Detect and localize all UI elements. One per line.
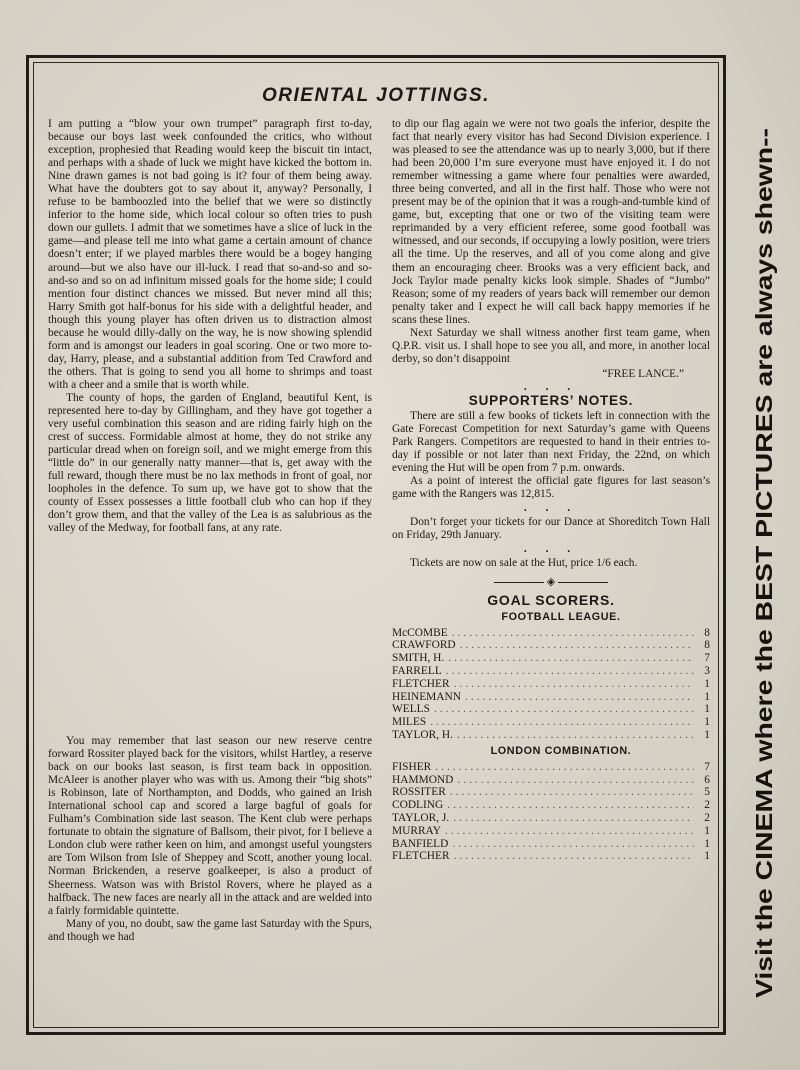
scorer-row xyxy=(392,639,710,652)
scorer-name: WELLS xyxy=(392,703,430,716)
scorer-name: TAYLOR, J. xyxy=(392,812,450,824)
london-combination-heading: LONDON COMBINATION. xyxy=(490,744,632,757)
separator-dots: . . . xyxy=(523,543,579,556)
side-banner-text: Visit the CINEMA where the BEST PICTURES are always shewn-- xyxy=(751,292,777,998)
dot-leader xyxy=(444,652,694,665)
rossiter-paragraph: You may remember that last season our new reserve centre forward Rossiter played back for the visitors, whilst Hartley, a reserve back on our books last season, is first team back in opposition. McAleer is another player who was with us. Among their “big shots” is Robinson, late of Northampton, and Dodds, who gained an Irish International school cap and scored a large bagful of goals for Fulham’s Combination side last season. The Kent club were perhaps fortunate to obtain the signature of Ballsom, their pivot, for I believe a London club were rather keen on him, and amongst useful youngsters are Tom Wilson from Isle of Sheppey and Scott, another young local. Norman Brickenden, a reserve goalkeeper, is also a product of Sheerness. Watson was with Bristol Rovers, where he played as a halfback. The new faces are nearly all in the attack and are welded into a fairly formidable quintette. xyxy=(48,735,372,917)
dot-leader xyxy=(453,729,694,742)
scorer-row xyxy=(392,825,710,838)
spurs-paragraph: Many of you, no doubt, saw the game last Saturday with the Spurs, and though we had xyxy=(48,917,372,943)
supporters-paragraph: Don’t forget your tickets for our Dance at Shoreditch Town Hall on Friday, 29th January. xyxy=(392,516,710,542)
separator-dots: . . . xyxy=(523,380,579,393)
dot-leader xyxy=(426,716,694,729)
dot-leader xyxy=(461,691,694,704)
scorer-goals: 1 xyxy=(704,824,710,837)
dot-leader xyxy=(441,825,694,838)
scorer-goals: 1 xyxy=(704,716,710,729)
scorer-name: FLETCHER xyxy=(392,850,450,863)
kent-paragraph: The county of hops, the garden of England, beautiful Kent, is represented here to-day by Gillingham, and they have got together a very useful combination this season and are riding fairly high on the crest of success. Formidable almost at home, they do not strike any particular dread when on foreign soil, and we might emerge from this “little do” in our generally natty manner—that is, get away with the full reward, though there must be no lax methods in front of goal, nor loopholes in the defence. To sum up, we have got to show that the county of Essex possesses a little football club who can hop if they don’t grow them, and that the valley of the Lea is as salubrious as the valley of the Medway, for football fans, at any rate. xyxy=(48,391,372,535)
scorer-goals: 7 xyxy=(704,652,710,665)
scorer-goals: 8 xyxy=(704,626,710,639)
scorer-goals: 5 xyxy=(704,786,710,799)
scorer-name: MURRAY xyxy=(392,824,441,837)
dot-leader xyxy=(431,761,694,774)
scorer-name: HAMMOND xyxy=(392,773,454,786)
dot-leader xyxy=(449,812,694,825)
supporters-paragraph: Tickets are now on sale at the Hut, price 1/6 each. xyxy=(410,557,638,570)
dot-leader xyxy=(448,838,694,851)
intro-paragraph: I am putting a “blow your own trumpet” paragraph first to-day, because our boys last week confounded the critics, who without exception, prophesied that Reading would keep the biscuit tin intact, and perhaps with a shade of luck we might have kicked the bottom in. Nine drawn games is not bad going is it? four of them being away. What have the doubters got to say about it, anyway? Personally, I refuse to be bamboozled into the belief that we were so distinctly inferior to the home side, which local colour so often tries to push down our gullets. I admit that we sometimes have a slice of luck in the game—and please tell me into what game a certain amount of chance doesn’t enter; if we played marbles there would be a bogey hanging around—but we also have our ill-luck. I read that so-and-so and so-and-so and so on ad infinitum missed goals for the home side; I could mention four distinct chances we missed. But never mind all this; Harry Smith got half-bonus for his side with a delightful header, and though this young player has often driven us to distraction almost because he would dilly-dally on the way, he is now showing splendid form and is amongst our leaders in goal scoring. One or two more to-day, Harry, please, and a substantial addition from Ted Crawford and the others. That is going to send you all home to shrimps and toast with a cheer and a smile that is worth while. xyxy=(48,118,372,391)
scorer-goals: 1 xyxy=(704,677,710,690)
scorer-goals: 1 xyxy=(704,703,710,716)
scorer-row xyxy=(392,665,710,678)
continuation-paragraph: to dip our flag again we were not two goals the inferior, despite the fact that nearly every visitor has had Second Division experience. I was pleased to see the attendance was up to nearly 3,000, but if there had been 20,000 I’m sure everyone must have enjoyed it. I do not remember witnessing a game where four penalties were awarded, three being converted, and all in the first half. Those who were not present may be of the opinion that it was a rough-and-tumble kind of game, but, excepting that one or two of the visiting team were reprimanded by a very efficient referee, some good football was witnessed, and our seconds, if occupying a lowly position, were triers all the time. Up the reserves, and all of you come along and give them an encouraging cheer. Brooks was a very efficient back, and Jock Taylor made penalty kicks look simple. Shades of “Jumbo” Reason; some of my readers of years back will remember our demon penalty taker and I expect he will call back happy memories if he scans these lines. xyxy=(392,118,710,326)
scorer-name: CODLING xyxy=(392,799,444,812)
scorer-name: MILES xyxy=(392,716,427,729)
football-league-list xyxy=(392,627,710,742)
scorer-name: TAYLOR, H. xyxy=(392,728,454,741)
scorer-row xyxy=(392,703,710,716)
left-column-bottom xyxy=(48,735,372,944)
scorer-goals: 2 xyxy=(704,799,710,812)
left-column xyxy=(48,118,372,536)
goal-scorers-heading: GOAL SCORERS. xyxy=(487,591,615,608)
scorer-row xyxy=(392,774,710,787)
scorer-goals: 7 xyxy=(704,760,710,773)
scorer-goals: 2 xyxy=(704,812,710,824)
dot-leader xyxy=(453,774,694,787)
scorer-name: FISHER xyxy=(392,760,432,773)
scorer-name: CRAWFORD xyxy=(392,639,456,652)
next-saturday-paragraph: Next Saturday we shall witness another first team game, when Q.P.R. visit us. I shall hope to see you all, and more, in another local derby, so don’t disappoint xyxy=(392,326,710,365)
dot-leader xyxy=(442,665,694,678)
signature: “FREE LANCE.” xyxy=(602,367,684,380)
scorer-row xyxy=(392,716,710,729)
scorer-row xyxy=(392,799,710,812)
scorer-row xyxy=(392,761,710,774)
dot-leader xyxy=(430,703,694,716)
dot-leader xyxy=(443,799,694,812)
scorer-row xyxy=(392,729,710,742)
dot-leader xyxy=(446,786,694,799)
scorer-goals: 8 xyxy=(704,639,710,652)
scorer-name: SMITH, H. xyxy=(392,652,445,665)
scorer-goals: 1 xyxy=(704,837,710,850)
supporters-heading: SUPPORTERS’ NOTES. xyxy=(468,392,634,408)
scorer-name: McCOMBE xyxy=(392,626,448,639)
scorer-goals: 1 xyxy=(704,728,710,741)
scorer-goals: 6 xyxy=(704,773,710,786)
london-combination-list xyxy=(392,761,710,863)
supporters-paragraph: As a point of interest the official gate figures for last season’s game with the Rangers was 12,815. xyxy=(392,475,710,501)
dot-leader xyxy=(450,850,694,863)
scorer-goals: 1 xyxy=(704,850,710,863)
scorer-row xyxy=(392,812,710,825)
scorer-name: FLETCHER xyxy=(392,677,450,690)
scorer-goals: 1 xyxy=(704,690,710,703)
football-league-heading: FOOTBALL LEAGUE. xyxy=(501,610,621,623)
dot-leader xyxy=(450,678,694,691)
scorer-row xyxy=(392,850,710,863)
side-banner xyxy=(742,38,784,1038)
dot-leader xyxy=(448,627,694,640)
scorer-row xyxy=(392,678,710,691)
supporters-paragraph: There are still a few books of tickets left in connection with the Gate Forecast Competition for next Saturday’s game with Queens Park Rangers. Competitors are requested to hand in their entries to-day if possible or not later than next Friday, the 22nd, on which evening the Hut will be open from 7 p.m. onwards. xyxy=(392,409,710,475)
scorer-goals: 3 xyxy=(704,664,710,677)
separator-dots: . . . xyxy=(523,502,579,515)
scorer-row xyxy=(392,786,710,799)
scorer-row xyxy=(392,838,710,851)
scorer-name: FARRELL xyxy=(392,664,442,677)
top-margin xyxy=(0,0,800,40)
diamond-ornament-icon: ◈ xyxy=(392,576,710,589)
scorer-name: HEINEMANN xyxy=(392,690,461,703)
dot-leader xyxy=(456,639,694,652)
scorer-row xyxy=(392,691,710,704)
scorer-row xyxy=(392,652,710,665)
scorer-name: BANFIELD xyxy=(392,837,449,850)
page-title: ORIENTAL JOTTINGS. xyxy=(262,85,490,106)
scorer-name: ROSSITER xyxy=(392,786,446,799)
right-column xyxy=(392,118,710,863)
scorer-row xyxy=(392,627,710,640)
